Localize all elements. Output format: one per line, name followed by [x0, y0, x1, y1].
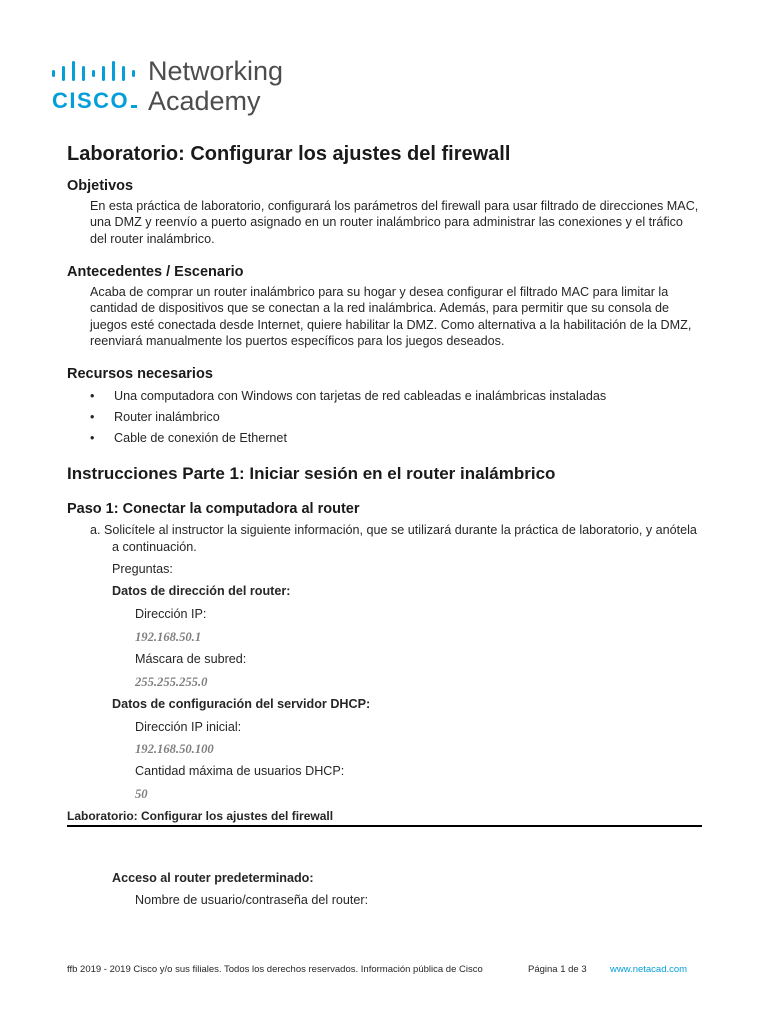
parte1-heading: Instrucciones Parte 1: Iniciar sesión en el router inalámbrico [67, 464, 556, 483]
start-ip-label: Dirección IP inicial: [135, 720, 242, 734]
mask-answer: 255.255.255.0 [135, 675, 208, 689]
objetivos-heading: Objetivos [67, 178, 134, 194]
antecedentes-line: cantidad de dispositivos que se conectan a la red inalámbrica. Además, para permitir que su consola de [90, 301, 669, 316]
list-item: • Cable de conexión de Ethernet [90, 431, 287, 445]
step-a-line1: a. Solicítele al instructor la siguiente información, que se utilizará durante la práctica de laboratorio, y anótela [90, 523, 697, 537]
objetivos-line: del router inalámbrico. [90, 231, 215, 246]
start-ip-answer: 192.168.50.100 [135, 742, 214, 756]
ip-answer: 192.168.50.1 [135, 630, 202, 644]
cisco-bars-icon [52, 61, 138, 81]
footer-page: Página 1 de 3 [528, 964, 587, 975]
logo-networking: Networking [148, 56, 284, 86]
antecedentes-paragraph [90, 284, 710, 350]
antecedentes-line: Acaba de comprar un router inalámbrico para su hogar y desea configurar el filtrado MAC para limitar la [90, 285, 669, 299]
cisco-logo: CISCO [52, 88, 137, 114]
header-rule [67, 825, 702, 827]
footer-link[interactable]: www.netacad.com [610, 964, 688, 975]
footer-copyright: ffb 2019 - 2019 Cisco y/o sus filiales. Todos los derechos reservados. Información pública de Cisco [67, 964, 483, 975]
antecedentes-heading: Antecedentes / Escenario [67, 264, 244, 280]
mask-label: Máscara de subred: [135, 652, 247, 666]
preguntas-label: Preguntas: [112, 562, 173, 576]
antecedentes-line: reenviará manualmente los puertos específicos para los juegos deseados. [90, 334, 505, 349]
running-header: Laboratorio: Configurar los ajustes del firewall [67, 809, 334, 823]
step-a-line2: a continuación. [112, 540, 197, 554]
max-users-label: Cantidad máxima de usuarios DHCP: [135, 764, 345, 778]
ip-label: Dirección IP: [135, 607, 207, 621]
antecedentes-line: juegos esté conectada desde Internet, quiere habilitar la DMZ. Como alternativa a la habilitación de la DMZ, [90, 317, 692, 332]
router-data-heading: Datos de dirección del router: [112, 584, 291, 598]
logo-academy: Academy [148, 86, 261, 116]
objetivos-line: En esta práctica de laboratorio, configurará los parámetros del firewall para usar filtrado de direcciones MAC, [90, 199, 699, 213]
objetivos-line: una DMZ y reenvío a puerto asignado en un router inalámbrico para administrar las conexiones y el tráfico [90, 215, 683, 230]
list-item: • Router inalámbrico [90, 410, 220, 424]
page-title: Laboratorio: Configurar los ajustes del firewall [67, 143, 511, 165]
dhcp-data-heading: Datos de configuración del servidor DHCP: [112, 697, 371, 711]
list-item: • Una computadora con Windows con tarjetas de red cableadas e inalámbricas instaladas [90, 389, 607, 403]
router-user-label: Nombre de usuario/contraseña del router: [135, 893, 369, 907]
objetivos-paragraph [90, 198, 710, 247]
max-users-answer: 50 [135, 787, 148, 801]
acceso-heading: Acceso al router predeterminado: [112, 871, 314, 885]
recursos-heading: Recursos necesarios [67, 366, 213, 382]
paso1-heading: Paso 1: Conectar la computadora al router [67, 501, 360, 517]
